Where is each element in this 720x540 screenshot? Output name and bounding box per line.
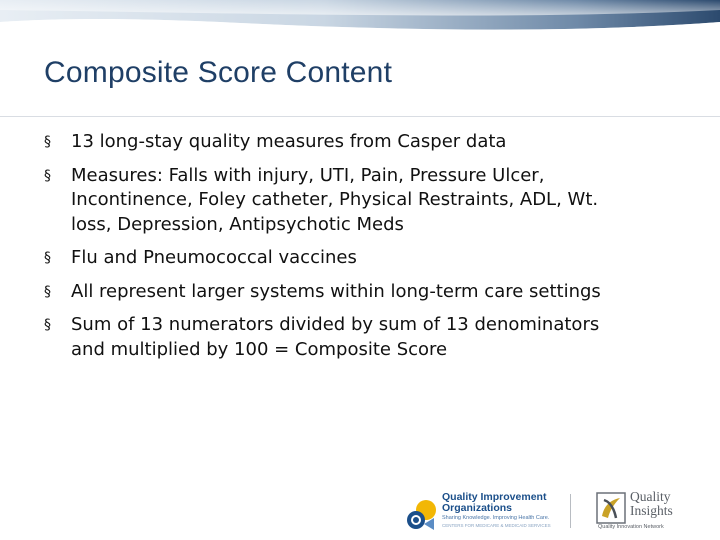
- bullet-list: [44, 130, 664, 371]
- bullet-marker-icon: §: [44, 250, 51, 266]
- footer-logos: [404, 488, 704, 534]
- bullet-marker-icon: §: [44, 134, 51, 150]
- bullet-line: and multiplied by 100 = Composite Score: [71, 338, 448, 360]
- quality-insights-logo: [596, 490, 706, 534]
- top-banner: [0, 0, 720, 36]
- quality-insights-tagline: Quality Innovation Network: [598, 524, 664, 530]
- qio-name-line: Organizations: [442, 502, 513, 514]
- title-underline: [0, 116, 720, 117]
- bullet-marker-icon: §: [44, 167, 51, 184]
- qio-subtagline: CENTERS FOR MEDICARE & MEDICAID SERVICES: [442, 523, 551, 528]
- bullet-line: Sum of 13 numerators divided by sum of 13 denominators: [71, 314, 600, 335]
- bullet-item: [44, 313, 664, 362]
- bullet-item: [44, 164, 664, 238]
- bullet-line: loss, Depression, Antipsychotic Meds: [71, 213, 404, 235]
- bullet-item: [44, 280, 664, 305]
- bullet-line: All represent larger systems within long-term care settings: [71, 280, 601, 302]
- bullet-item: [44, 246, 664, 271]
- qio-name-line: Quality Improvement: [442, 491, 547, 503]
- bullet-marker-icon: §: [44, 283, 51, 300]
- bullet-line: Incontinence, Foley catheter, Physical Restraints, ADL, Wt.: [71, 189, 599, 210]
- qi-name-line: Quality: [630, 489, 671, 504]
- bullet-line: 13 long-stay quality measures from Casper data: [71, 131, 507, 152]
- logo-divider: [570, 494, 571, 528]
- bullet-line: Measures: Falls with injury, UTI, Pain, Pressure Ulcer,: [71, 164, 545, 186]
- bullet-item: [44, 130, 664, 155]
- qio-logo-icon: [404, 498, 444, 532]
- quality-insights-logo-icon: [596, 492, 626, 526]
- qi-name-line: Insights: [630, 503, 673, 518]
- quality-insights-name: [630, 490, 673, 518]
- qio-logo: [404, 492, 554, 532]
- bullet-line: Flu and Pneumococcal vaccines: [71, 247, 357, 268]
- slide-title: Composite Score Content: [44, 56, 393, 89]
- bullet-marker-icon: §: [44, 317, 51, 333]
- qio-logo-name: [442, 492, 546, 514]
- qio-tagline: Sharing Knowledge. Improving Health Care.: [442, 515, 550, 521]
